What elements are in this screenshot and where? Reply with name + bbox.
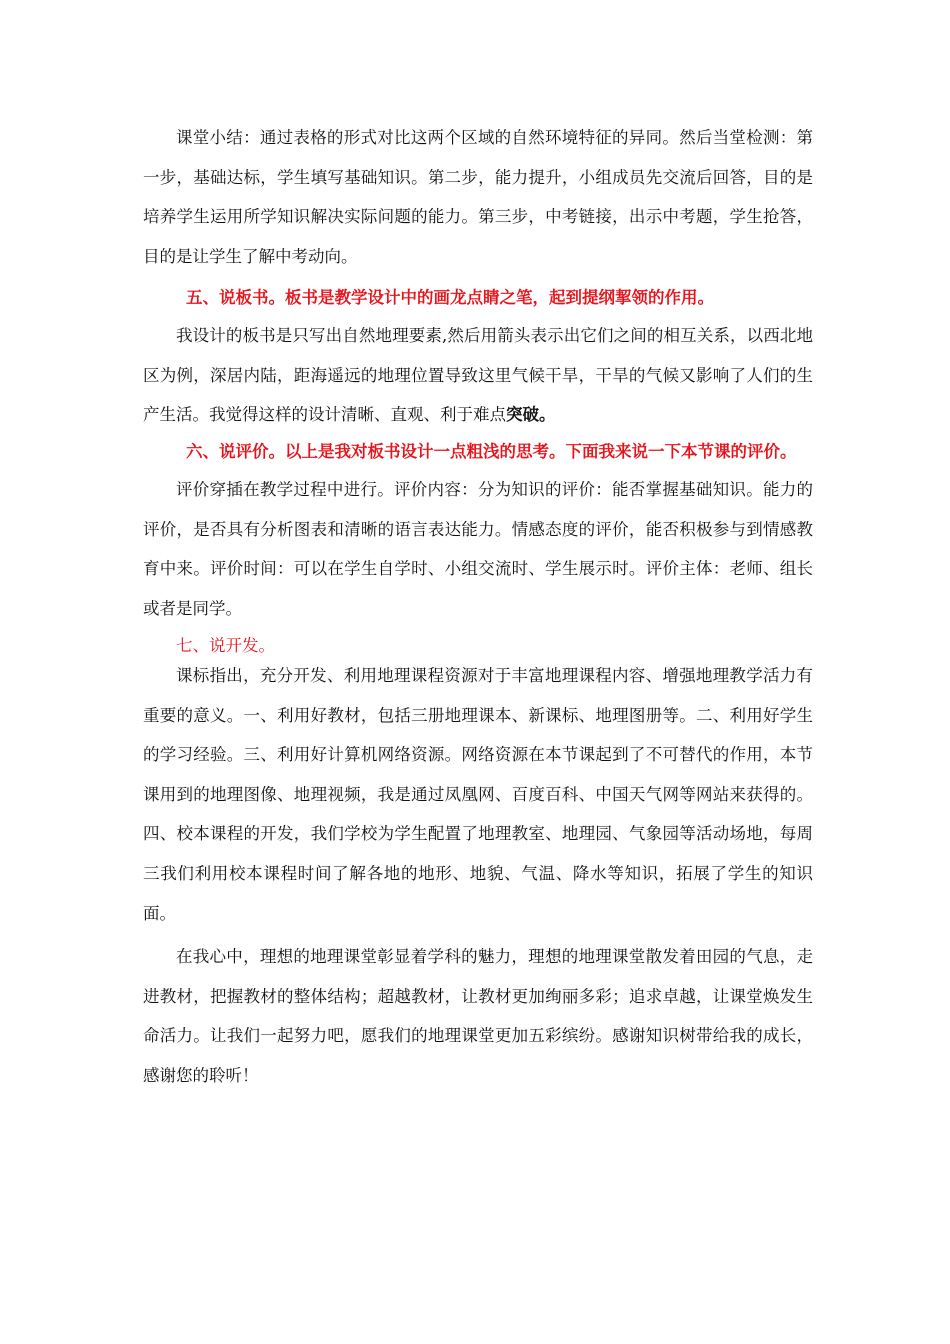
section-5-paragraph bbox=[143, 316, 813, 435]
closing-paragraph: 在我心中，理想的地理课堂彰显着学科的魅力，理想的地理课堂散发着田园的气息，走进教材，把握教材的整体结构；超越教材，让教材更加绚丽多彩；追求卓越，让课堂焕发生命活力。让我们一起努力吧，愿我们的地理课堂更加五彩缤纷。感谢知识树带给我的成长，感谢您的聆听！ bbox=[143, 947, 813, 1085]
section-5-paragraph-emphasis: 突破。 bbox=[506, 405, 556, 425]
section-5-heading: 五、说板书。板书是教学设计中的画龙点睛之笔，起到提纲挈领的作用。 bbox=[186, 288, 714, 307]
section-6-heading: 六、说评价。以上是我对板书设计一点粗浅的思考。下面我来说一下本节课的评价。 bbox=[186, 442, 797, 461]
section-7-heading: 七、说开发。 bbox=[176, 636, 275, 655]
summary-paragraph: 课堂小结：通过表格的形式对比这两个区域的自然环境特征的异同。然后当堂检测：第一步，基础达标，学生填写基础知识。第二步，能力提升，小组成员先交流后回答，目的是培养学生运用所学知识解决实际问题的能力。第三步，中考链接，出示中考题，学生抢答，目的是让学生了解中考动向。 bbox=[143, 128, 813, 266]
section-7-paragraph: 课标指出，充分开发、利用地理课程资源对于丰富地理课程内容、增强地理教学活力有重要的意义。一、利用好教材，包括三册地理课本、新课标、地理图册等。二、利用好学生的学习经验。三、利用好计算机网络资源。网络资源在本节课起到了不可替代的作用，本节课用到的地理图像、地理视频，我是通过凤凰网、百度百科、中国天气网等网站来获得的。四、校本课程的开发，我们学校为学生配置了地理教室、地理园、气象园等活动场地，每周三我们利用校本课程时间了解各地的地形、地貌、气温、降水等知识，拓展了学生的知识面。 bbox=[143, 666, 813, 923]
section-6-paragraph: 评价穿插在教学过程中进行。评价内容：分为知识的评价：能否掌握基础知识。能力的评价，是否具有分析图表和清晰的语言表达能力。情感态度的评价，能否积极参与到情感教育中来。评价时间：可以在学生自学时、小组交流时、学生展示时。评价主体：老师、组长或者是同学。 bbox=[143, 480, 813, 618]
section-5-paragraph-text: 我设计的板书是只写出自然地理要素,然后用箭头表示出它们之间的相互关系，以西北地区为例，深居内陆，距海遥远的地理位置导致这里气候干旱，干旱的气候又影响了人们的生产生活。我觉得这样的设计清晰、直观、利于难点 bbox=[143, 326, 813, 425]
